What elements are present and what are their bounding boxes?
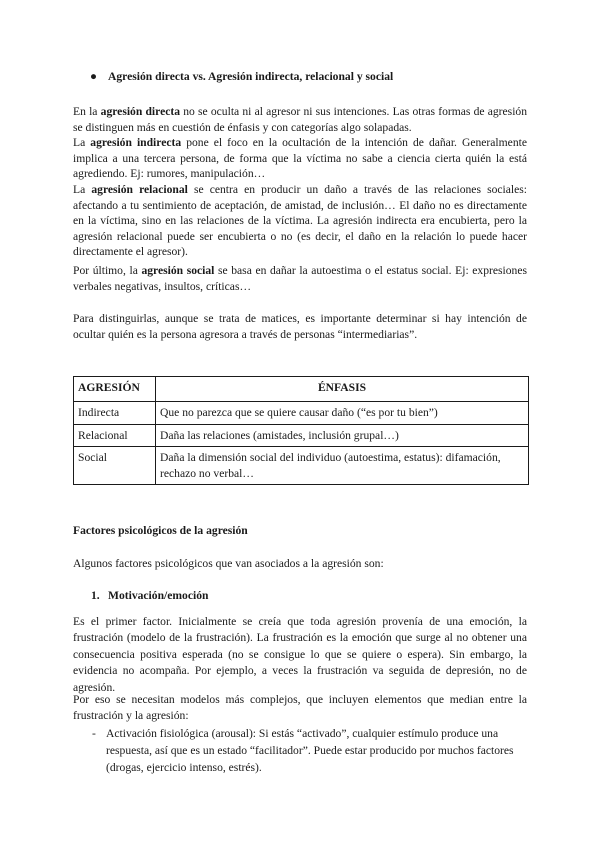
table-cell: Daña las relaciones (amistades, inclusión grupal…) [156,424,529,447]
paragraph-direct: En la agresión directa no se oculta ni al agresor ni sus intenciones. Las otras formas de agresión se distinguen más en cuestión de énfasis y con categorías algo solapadas. [73,105,528,134]
table-row [74,447,529,485]
paragraph-distinguish: Para distinguirlas, aunque se trata de matices, es importante determinar si hay intención de ocultar quién es la persona agresora a través de personas “intermediarias”. [73,312,527,341]
table-cell: Daña la dimensión social del individuo (autoestima, estatus): difamación, rechazo no verbal… [156,447,529,485]
list-item-arousal: - Activación fisiológica (arousal): Si estás “activado”, cualquier estímulo produce una respuesta, así que es un estado “facilitador”. Puede estar producido por muchos factores (drogas, ejercicio intenso, estrés). [92,727,514,775]
table-header-emphasis: ÉNFASIS [156,377,529,402]
paragraph-motivation: Es el primer factor. Inicialmente se creía que toda agresión provenía de una emoción, la frustración (modelo de la frustración). La frustración es la emoción que surge al no obtener una consecuencia positiva esperada (no se consigue lo que se quiere o espera). Sin embargo, la evidencia no acompaña. Por ejemplo, a veces la frustración va seguida de depresión, no de agresión. [73,615,527,694]
table-cell: Relacional [74,424,156,447]
bullet-icon: ● [90,70,98,83]
section-bullet-heading: ● Agresión directa vs. Agresión indirecta, relacional y social [90,70,394,83]
paragraph-models: Por eso se necesitan modelos más complejos, que incluyen elementos que median entre la frustración y la agresión: [73,693,527,723]
table-header-row [74,377,529,402]
numbered-heading-motivation [91,589,208,602]
table-row [74,424,529,447]
table-row [74,402,529,425]
list-number: 1. [91,589,100,602]
dash-bullet-icon: - [92,727,96,740]
factors-intro: Algunos factores psicológicos que van asociados a la agresión son: [73,557,384,570]
factors-heading: Factores psicológicos de la agresión [73,524,248,537]
table-cell: Que no parezca que se quiere causar daño (“es por tu bien”) [156,402,529,425]
table-header-aggression: AGRESIÓN [74,377,156,402]
table-cell: Social [74,447,156,485]
list-label: Motivación/emoción [108,589,209,602]
paragraph-indirect: La agresión indirecta pone el foco en la ocultación de la intención de dañar. Generalmente implica a una tercera persona, de forma que la víctima no sabe a ciencia cierta quién la está agrediendo. Ej: rumores, manipulación… [73,136,527,181]
table-cell: Indirecta [74,402,156,425]
paragraph-social: Por último, la agresión social se basa en dañar la autoestima o el estatus social. Ej: expresiones verbales negativas, insultos, críticas… [73,264,528,293]
aggression-table [73,376,529,485]
paragraph-relational: La agresión relacional se centra en producir un daño a través de las relaciones sociales: afectando a tu sentimiento de aceptación, de amistad, de inclusión… El daño no es directamente en la víctima, sino en las relaciones de la víctima. La agresión indirecta era encubierta, pero la agresión relacional puede ser encubierta o no (es decir, el daño en la relación lo puede hacer directamente el agresor). [73,183,527,259]
